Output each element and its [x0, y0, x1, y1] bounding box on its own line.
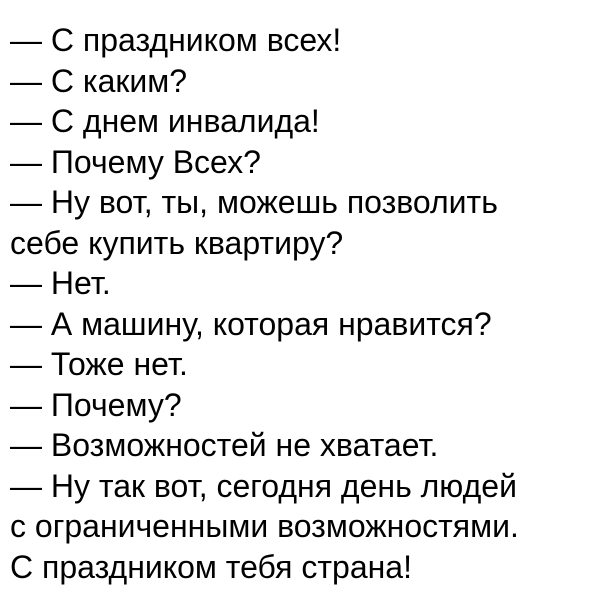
dialogue-line-4: — Почему Всех?: [10, 143, 261, 180]
dialogue-line-1: — С праздником всех!: [10, 22, 342, 58]
dialogue-line-12: — Ну так вот, сегодня день людей: [10, 467, 517, 504]
dialogue-line-2: — С каким?: [10, 62, 188, 99]
dialogue-line-9: — Тоже нет.: [10, 346, 188, 382]
dialogue-line-3: — С днем инвалида!: [10, 103, 320, 139]
dialogue-line-8: — А машину, которая нравится?: [10, 305, 492, 342]
dialogue-line-10: — Почему?: [10, 386, 182, 423]
dialogue-line-13: с ограниченными возможностями.: [10, 508, 519, 544]
dialogue-line-6: себе купить квартиру?: [10, 224, 344, 261]
dialogue-line-7: — Нет.: [10, 265, 111, 301]
dialogue-line-11: — Возможностей не хватает.: [10, 427, 439, 463]
dialogue-line-5: — Ну вот, ты, можешь позволить: [10, 184, 498, 220]
dialogue-line-14: С праздником тебя страна!: [10, 548, 412, 585]
